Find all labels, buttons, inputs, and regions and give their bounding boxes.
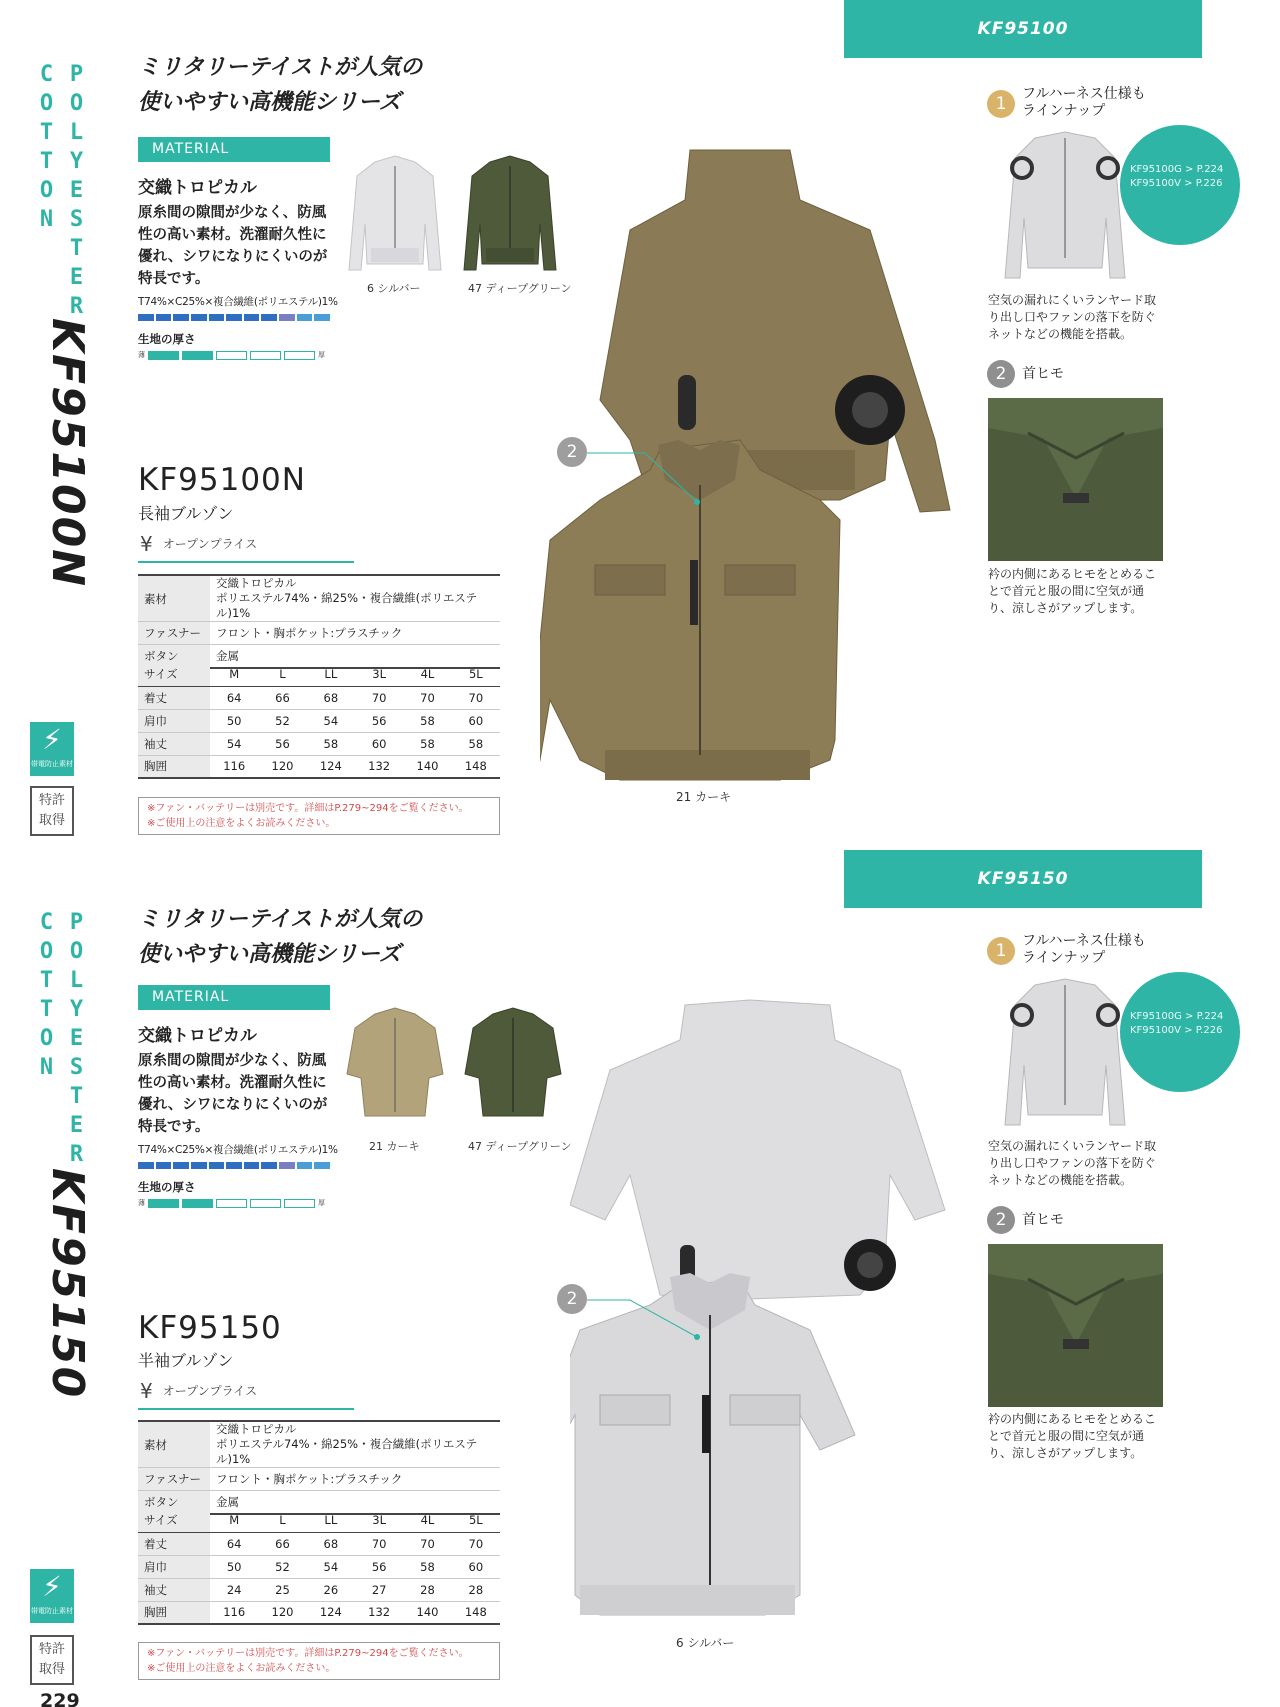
size-cell: 70 xyxy=(355,686,403,709)
size-cell: 54 xyxy=(307,1555,355,1578)
size-table xyxy=(138,1509,500,1625)
patent-line: 取得 xyxy=(38,813,65,828)
thickness-seg xyxy=(284,1199,315,1208)
side-model-code: KF95150 xyxy=(42,1168,93,1400)
ref-line: KF95100V > P.226 xyxy=(1130,178,1223,189)
size-row xyxy=(138,1601,500,1624)
yen-symbol: ¥ xyxy=(140,532,153,556)
divider xyxy=(138,1408,354,1410)
patent-line: 取得 xyxy=(38,1662,65,1677)
spec-value: 金属 xyxy=(210,645,500,668)
size-cell: 116 xyxy=(210,1601,258,1624)
antistatic-label: 帯電防止素材 xyxy=(31,760,73,768)
thickness-scale xyxy=(138,1197,325,1209)
note-line: ※ファン・バッテリーは別売です。詳細はP.279~294をご覧ください。 xyxy=(147,803,469,814)
size-cell: 27 xyxy=(355,1578,403,1601)
thin-label: 薄 xyxy=(138,1199,145,1207)
size-cell: 袖丈 xyxy=(138,732,210,755)
size-cell: 58 xyxy=(403,1555,451,1578)
note-line: ※ファン・バッテリーは別売です。詳細はP.279~294をご覧ください。 xyxy=(147,1648,469,1659)
note-line: ※ご使用上の注意をよくお読みください。 xyxy=(147,1663,336,1674)
main-color-label: 21 カーキ xyxy=(676,790,732,804)
side-fabric-line: POLYESTER xyxy=(64,62,89,323)
material-label: MATERIAL xyxy=(138,137,330,162)
size-cell: 58 xyxy=(307,732,355,755)
thickness-seg xyxy=(284,351,315,360)
thickness-seg xyxy=(250,1199,281,1208)
feature-1-refs xyxy=(1120,125,1240,245)
size-cell: 肩巾 xyxy=(138,709,210,732)
headline-line: 使いやすい高機能シリーズ xyxy=(138,90,401,115)
feature-title-line: ラインナップ xyxy=(1022,950,1106,966)
section-tab: KF95100 xyxy=(844,0,1202,58)
size-cell: 5L xyxy=(452,663,500,686)
size-cell: 66 xyxy=(258,1532,306,1555)
thickness-seg xyxy=(216,1199,247,1208)
callout-line xyxy=(585,448,705,508)
fabric-description: 原糸間の隙間が少なく、防風性の高い素材。洗濯耐久性に優れ、シワになりにくいのが特長です。 xyxy=(138,205,328,287)
size-cell: M xyxy=(210,663,258,686)
size-cell: 4L xyxy=(403,1509,451,1532)
lightning-icon: ⚡ xyxy=(42,1570,62,1603)
feature-2-photo xyxy=(988,1244,1163,1407)
size-cell: 56 xyxy=(355,709,403,732)
lightning-icon: ⚡ xyxy=(42,723,62,756)
feature-1-desc: 空気の漏れにくいランヤード取り出し口やファンの落下を防ぐネットなどの機能を搭載。 xyxy=(988,1139,1157,1187)
size-cell: 60 xyxy=(452,1555,500,1578)
spec-material-line: ポリエステル74%・綿25%・複合繊維(ポリエステル)1% xyxy=(216,591,478,620)
size-row xyxy=(138,755,500,778)
size-cell: 5L xyxy=(452,1509,500,1532)
swatch-silver xyxy=(345,152,445,277)
thick-label: 厚 xyxy=(318,351,325,359)
size-cell: 52 xyxy=(258,1555,306,1578)
thickness-seg xyxy=(250,351,281,360)
size-cell: 148 xyxy=(452,755,500,778)
size-cell: 3L xyxy=(355,663,403,686)
spec-row xyxy=(138,622,500,645)
ref-line: KF95100G > P.224 xyxy=(1130,1011,1224,1022)
thickness-seg xyxy=(148,351,179,360)
fabric-mix-bar xyxy=(138,314,330,321)
size-row xyxy=(138,709,500,732)
size-cell: 70 xyxy=(403,686,451,709)
feature-title-line: フルハーネス仕様も xyxy=(1022,933,1146,949)
size-cell: LL xyxy=(307,663,355,686)
size-cell: 60 xyxy=(355,732,403,755)
antistatic-label: 帯電防止素材 xyxy=(31,1607,73,1615)
size-cell: 70 xyxy=(355,1532,403,1555)
fabric-name: 交織トロピカル xyxy=(138,1026,257,1046)
headline-line: ミリタリーテイストが人気の xyxy=(138,55,423,80)
feature-2-photo xyxy=(988,398,1163,561)
ref-line: KF95100V > P.226 xyxy=(1130,1025,1223,1036)
size-cell: 58 xyxy=(403,732,451,755)
fabric-mix-bar xyxy=(138,1162,330,1169)
size-cell: 64 xyxy=(210,686,258,709)
fabric-name: 交織トロピカル xyxy=(138,178,257,198)
note-line: ※ご使用上の注意をよくお読みください。 xyxy=(147,818,336,829)
notes-box xyxy=(138,797,500,835)
feature-num: 1 xyxy=(987,937,1015,965)
size-cell: L xyxy=(258,1509,306,1532)
feature-title-line: フルハーネス仕様も xyxy=(1022,86,1146,102)
feature-2-title: 首ヒモ xyxy=(1022,1212,1064,1228)
size-row xyxy=(138,732,500,755)
size-cell: 54 xyxy=(307,709,355,732)
fabric-mix: T74%×C25%×複合繊維(ポリエステル)1% xyxy=(138,296,338,308)
spec-table xyxy=(138,1420,500,1515)
main-color-label: 6 シルバー xyxy=(676,1636,735,1650)
swatch-label: 21 カーキ xyxy=(369,1140,420,1153)
spec-row xyxy=(138,1421,500,1468)
feature-num: 1 xyxy=(987,90,1015,118)
size-cell: 胸囲 xyxy=(138,755,210,778)
headline-line: 使いやすい高機能シリーズ xyxy=(138,942,401,967)
thick-label: 厚 xyxy=(318,1199,325,1207)
spec-row xyxy=(138,575,500,622)
swatch-label: 6 シルバー xyxy=(367,282,421,295)
size-cell: 24 xyxy=(210,1578,258,1601)
size-cell: サイズ xyxy=(138,1509,210,1532)
spec-key: ボタン xyxy=(138,645,210,668)
spec-value: 金属 xyxy=(210,1491,500,1514)
spec-material-line: 交織トロピカル xyxy=(216,576,297,590)
spec-material-line: ポリエステル74%・綿25%・複合繊維(ポリエステル)1% xyxy=(216,1437,478,1466)
feature-1-refs xyxy=(1120,972,1240,1092)
thickness-label: 生地の厚さ xyxy=(138,1180,196,1194)
price xyxy=(140,1379,257,1403)
feature-1-photo xyxy=(1000,128,1130,288)
thin-label: 薄 xyxy=(138,351,145,359)
spec-value xyxy=(210,575,500,622)
ref-line: KF95100G > P.224 xyxy=(1130,164,1224,175)
size-cell: 袖丈 xyxy=(138,1578,210,1601)
size-cell: M xyxy=(210,1509,258,1532)
spec-key: ファスナー xyxy=(138,1468,210,1491)
size-cell: 50 xyxy=(210,709,258,732)
feature-2-title: 首ヒモ xyxy=(1022,366,1064,382)
patent-badge xyxy=(30,786,74,836)
size-cell: 70 xyxy=(452,686,500,709)
divider xyxy=(138,561,354,563)
spec-key: 素材 xyxy=(138,1421,210,1468)
swatch-khaki xyxy=(345,1004,445,1129)
headline xyxy=(138,50,422,120)
size-cell: 124 xyxy=(307,1601,355,1624)
callout-line xyxy=(585,1295,705,1345)
page-number: 229 xyxy=(40,1690,80,1707)
model-type: 長袖ブルゾン xyxy=(138,504,234,523)
size-header-row xyxy=(138,1509,500,1532)
side-model-code: KF95100N xyxy=(42,318,93,589)
size-row xyxy=(138,1532,500,1555)
patent-line: 特許 xyxy=(38,1642,65,1657)
side-fabric-line: COTTON xyxy=(34,62,59,236)
model-type: 半袖ブルゾン xyxy=(138,1351,234,1370)
size-cell: 124 xyxy=(307,755,355,778)
spec-key: ボタン xyxy=(138,1491,210,1514)
feature-1-photo xyxy=(1000,975,1130,1135)
spec-key: 素材 xyxy=(138,575,210,622)
size-cell: 132 xyxy=(355,755,403,778)
feature-1-desc: 空気の漏れにくいランヤード取り出し口やファンの落下を防ぐネットなどの機能を搭載。 xyxy=(988,293,1157,341)
size-table xyxy=(138,663,500,779)
feature-2-desc: 衿の内側にあるヒモをとめることで首元と服の間に空気が通り、涼しさがアップします。 xyxy=(988,1412,1157,1460)
feature-title-line: ラインナップ xyxy=(1022,103,1106,119)
size-cell: 26 xyxy=(307,1578,355,1601)
swatch-label: 47 ディープグリーン xyxy=(468,282,572,295)
size-cell: 28 xyxy=(452,1578,500,1601)
size-cell: 着丈 xyxy=(138,1532,210,1555)
model-code: KF95100N xyxy=(138,462,306,498)
feature-num: 2 xyxy=(987,1206,1015,1234)
size-row xyxy=(138,1578,500,1601)
size-cell: サイズ xyxy=(138,663,210,686)
section-tab: KF95150 xyxy=(844,850,1202,908)
size-cell: 70 xyxy=(403,1532,451,1555)
material-label: MATERIAL xyxy=(138,985,330,1010)
headline-line: ミリタリーテイストが人気の xyxy=(138,907,423,932)
headline xyxy=(138,902,422,972)
size-cell: 胸囲 xyxy=(138,1601,210,1624)
patent-line: 特許 xyxy=(38,793,65,808)
spec-table xyxy=(138,574,500,669)
spec-material-line: 交織トロピカル xyxy=(216,1422,297,1436)
thickness-seg xyxy=(182,351,213,360)
size-cell: 56 xyxy=(355,1555,403,1578)
size-cell: 120 xyxy=(258,755,306,778)
spec-value xyxy=(210,1421,500,1468)
feature-1-title xyxy=(1022,933,1146,967)
size-cell: 肩巾 xyxy=(138,1555,210,1578)
size-cell: 60 xyxy=(452,709,500,732)
side-fabric-line: POLYESTER xyxy=(64,910,89,1171)
callout-2: 2 xyxy=(557,437,587,467)
size-header-row xyxy=(138,663,500,686)
size-cell: 116 xyxy=(210,755,258,778)
size-cell: 66 xyxy=(258,686,306,709)
price-text: オープンプライス xyxy=(162,537,258,551)
fabric-description: 原糸間の隙間が少なく、防風性の高い素材。洗濯耐久性に優れ、シワになりにくいのが特長です。 xyxy=(138,1053,328,1135)
feature-num: 2 xyxy=(987,360,1015,388)
size-row xyxy=(138,1555,500,1578)
feature-1-title xyxy=(1022,86,1146,120)
size-cell: 120 xyxy=(258,1601,306,1624)
price-text: オープンプライス xyxy=(162,1384,258,1398)
thickness-seg xyxy=(148,1199,179,1208)
swatch-label: 47 ディープグリーン xyxy=(468,1140,572,1153)
thickness-seg xyxy=(216,351,247,360)
notes-box xyxy=(138,1642,500,1680)
size-cell: 132 xyxy=(355,1601,403,1624)
model-code: KF95150 xyxy=(138,1310,282,1346)
size-cell: 140 xyxy=(403,1601,451,1624)
size-cell: 68 xyxy=(307,1532,355,1555)
thickness-scale xyxy=(138,349,325,361)
size-cell: 50 xyxy=(210,1555,258,1578)
size-row xyxy=(138,686,500,709)
size-cell: 68 xyxy=(307,686,355,709)
size-cell: LL xyxy=(307,1509,355,1532)
fabric-mix: T74%×C25%×複合繊維(ポリエステル)1% xyxy=(138,1144,338,1156)
callout-2: 2 xyxy=(557,1284,587,1314)
size-cell: 25 xyxy=(258,1578,306,1601)
size-cell: 28 xyxy=(403,1578,451,1601)
swatch-deep-green xyxy=(463,1004,563,1129)
thickness-seg xyxy=(182,1199,213,1208)
size-cell: L xyxy=(258,663,306,686)
size-cell: 4L xyxy=(403,663,451,686)
size-cell: 54 xyxy=(210,732,258,755)
antistatic-badge xyxy=(30,1569,74,1623)
size-cell: 58 xyxy=(452,732,500,755)
size-cell: 3L xyxy=(355,1509,403,1532)
patent-badge xyxy=(30,1635,74,1685)
size-cell: 64 xyxy=(210,1532,258,1555)
side-fabric-line: COTTON xyxy=(34,910,59,1084)
size-cell: 140 xyxy=(403,755,451,778)
size-cell: 58 xyxy=(403,709,451,732)
size-cell: 70 xyxy=(452,1532,500,1555)
thickness-label: 生地の厚さ xyxy=(138,332,196,346)
spec-row xyxy=(138,1468,500,1491)
spec-key: ファスナー xyxy=(138,622,210,645)
size-cell: 52 xyxy=(258,709,306,732)
spec-value: フロント・胸ポケット:プラスチック xyxy=(210,622,500,645)
antistatic-badge xyxy=(30,722,74,776)
size-cell: 148 xyxy=(452,1601,500,1624)
yen-symbol: ¥ xyxy=(140,1379,153,1403)
size-cell: 56 xyxy=(258,732,306,755)
size-cell: 着丈 xyxy=(138,686,210,709)
spec-value: フロント・胸ポケット:プラスチック xyxy=(210,1468,500,1491)
price xyxy=(140,532,257,556)
feature-2-desc: 衿の内側にあるヒモをとめることで首元と服の間に空気が通り、涼しさがアップします。 xyxy=(988,567,1157,615)
